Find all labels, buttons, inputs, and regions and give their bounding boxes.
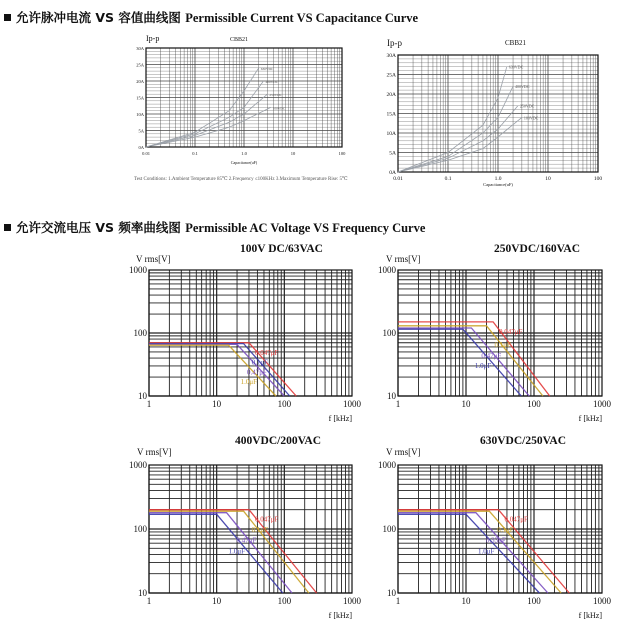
y-tick-label: 30A [136,46,144,51]
x-tick-label: 1 [395,399,401,409]
x-tick-label: 100 [277,399,292,409]
y-tick-label: 100 [133,328,147,338]
y-tick-label: 5A [138,128,144,134]
chart-title: 100V DC/63VAC [240,243,323,255]
y-tick-label: 1000 [378,265,396,275]
y-tick-label: 25A [386,72,396,79]
series-label-2: 0.47μF [236,536,257,545]
y-tick-label: 30A [386,53,396,59]
cap1-chart [146,48,342,147]
x-axis-label: f [kHz] [578,611,602,620]
x-tick-label: 1 [146,399,152,409]
test-conditions-note: Test Conditions: 1.Ambient Temperature 85℃ 2.Frequency ≤100KHz 3.Maximum Temperature Rise: 5℃ [134,177,348,182]
chart-title: 400VDC/200VAC [235,435,322,447]
x-axis-label: f [kHz] [328,611,352,620]
x-tick-label: 1.0 [241,151,247,156]
y-axis-label: V rms[V] [386,447,421,457]
chart-title: 630VDC/250VAC [480,435,567,447]
current-heading-en: Permissible Current VS Capacitance Curve [185,11,419,25]
x-tick-label: 10 [212,399,222,409]
y-tick-label: 100 [382,328,396,338]
series-label-3: 1.0μF [478,547,495,556]
x-axis-label: f [kHz] [578,414,602,423]
series-label-1: 400VDC [265,80,279,84]
series-label-2: 0.33μF [485,536,506,545]
y-tick-label: 10A [386,131,396,137]
series-label-3: 1.0μF [474,362,492,371]
x-tick-label: 1000 [343,399,361,409]
freq1-chart [149,270,352,396]
x-tick-label: 100 [277,596,292,606]
series-label-0: 0.047μF [499,327,523,336]
series-label-1: 0.1μF [251,526,269,535]
x-axis-label: Capacitance(uF) [483,182,513,187]
x-tick-label: 10 [461,399,471,409]
series-label-2: 0.47μF [481,352,502,361]
y-tick-label: 100 [382,524,396,534]
x-tick-label: 100 [527,399,541,409]
y-tick-label: 20A [386,92,396,98]
y-axis-label: V rms[V] [136,254,171,264]
y-axis-label: V rms[V] [137,447,172,457]
voltage-heading-en: Permissible AC Voltage VS Frequency Curve [185,221,426,235]
freq3-chart [149,465,352,593]
series-label-0: 0.047μF [504,515,528,524]
x-tick-label: 10 [290,151,296,156]
y-tick-label: 1000 [378,460,396,470]
series-label-3: 100VDC [272,106,286,111]
x-tick-label: 1000 [343,596,361,606]
series-label-1: 0.1μF [494,340,511,349]
cap2-chart [398,55,598,172]
series-label-0: 630VDC [260,66,274,71]
y-axis-label: V rms[V] [386,254,421,264]
series-label-0: 630VDC [508,64,524,70]
series-label-3: 100VDC [523,115,539,121]
chart-title: CBB21 [505,39,527,47]
x-tick-label: 10 [461,596,471,606]
chart-title: CBB21 [230,37,249,43]
y-tick-label: 25A [136,62,144,68]
y-tick-label: 10A [136,112,144,117]
series-label-2: 0.47μF [247,368,267,377]
series-label-1: 400VDC [515,84,530,90]
x-tick-label: 1000 [593,399,611,409]
y-tick-label: 0A [389,170,396,176]
series-label-2: 250VDC [519,103,535,109]
x-tick-label: 10 [545,176,551,182]
y-tick-label: 10 [138,588,147,598]
x-axis-label: f [kHz] [328,414,352,423]
y-tick-label: 10 [387,391,396,401]
chart-title: 250VDC/160VAC [494,243,581,255]
series-label-1: 0.1μF [497,526,514,535]
series-label-0: 0.047μF [254,515,279,524]
y-tick-label: 10 [138,391,147,401]
series-label-0: 0.047μF [254,348,279,357]
x-tick-label: 1.0 [494,176,502,182]
x-tick-label: 100 [338,151,346,156]
y-tick-label: 15A [386,111,396,118]
x-tick-label: 0.1 [192,151,198,156]
x-axis-label: Capacitance(uF) [230,160,258,165]
y-tick-label: 0A [138,145,144,150]
x-tick-label: 1 [146,596,152,606]
x-tick-label: 100 [527,596,541,606]
current-heading-cn: 允许脉冲电流 VS 容值曲线图 [16,10,181,25]
x-tick-label: 0.01 [393,176,403,182]
y-tick-label: 1000 [129,265,147,275]
y-axis-label: Ip-p [146,34,160,43]
y-tick-label: 5A [389,150,396,157]
y-tick-label: 20A [136,79,144,84]
series-label-2: 250VDC [269,93,283,98]
x-tick-label: 0.01 [142,151,150,156]
y-axis-label: Ip-p [387,38,402,48]
series-label-3: 1.0μF [240,378,257,387]
series-label-1: 0.1μF [251,358,269,367]
x-tick-label: 100 [593,176,603,182]
y-tick-label: 100 [133,524,147,534]
voltage-heading-cn: 允许交流电压 VS 频率曲线图 [16,220,181,235]
x-tick-label: 1000 [593,596,611,606]
x-tick-label: 10 [212,596,222,606]
y-tick-label: 1000 [129,460,147,470]
y-tick-label: 10 [387,588,396,598]
x-tick-label: 0.1 [444,176,452,182]
series-label-3: 1.0μF [228,547,246,556]
y-tick-label: 15A [136,95,144,101]
x-tick-label: 1 [395,596,401,606]
